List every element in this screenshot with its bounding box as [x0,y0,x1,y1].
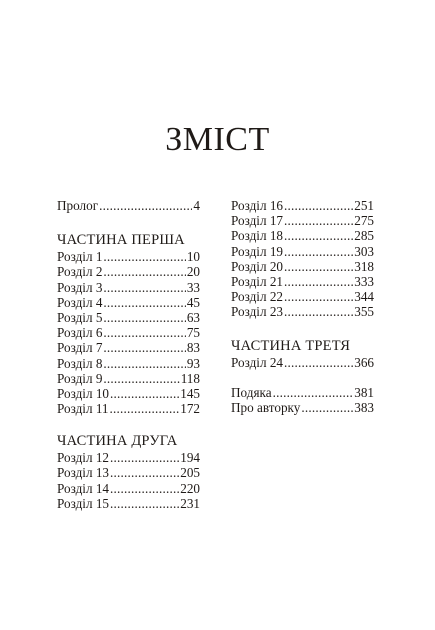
toc-entry-label: Розділ 21 [231,273,284,289]
toc-entry [57,310,200,325]
dot-leader [99,198,192,213]
toc-entry-page: 63 [186,309,200,325]
dot-leader [103,295,185,310]
toc-entry-label: Розділ 4 [57,294,103,310]
dot-leader [110,450,179,465]
toc-entry-page: 303 [354,243,374,259]
toc-entry [57,401,200,416]
toc-entry-label: Розділ 10 [57,385,110,401]
toc-left-column [57,198,200,511]
toc-entry-label: Розділ 15 [57,495,110,511]
toc-entry [57,386,200,401]
part1-entries [57,249,200,416]
toc-entry-page: 344 [354,289,374,305]
dot-leader [103,371,179,386]
toc-entry-label: Розділ 14 [57,480,110,496]
toc-entry-label: Розділ 12 [57,450,110,466]
dot-leader [103,325,185,340]
toc-entry-page: 318 [354,258,374,274]
dot-leader [284,228,353,243]
toc-entry [57,450,200,465]
toc-entry-label: Розділ 13 [57,465,110,481]
dot-leader [284,274,353,289]
toc-entry-label: Розділ 6 [57,325,103,341]
toc-entry [231,259,374,274]
dot-leader [103,264,185,279]
toc-entry [57,249,200,264]
toc-entry-page: 205 [180,465,200,481]
toc-entry-prologue [57,198,200,213]
part-heading-3: ЧАСТИНА ТРЕТЯ [231,337,351,354]
toc-entry [57,465,200,480]
dot-leader [110,496,179,511]
toc-entry [57,295,200,310]
toc-entry-page: 4 [193,198,200,213]
toc-entry [231,274,374,289]
toc-entry-label: Розділ 1 [57,249,103,265]
toc-entry-page: 10 [186,249,200,265]
part2-entries [57,450,200,511]
toc-entry-label: Розділ 16 [231,198,284,213]
toc-entry-page: 355 [354,304,374,320]
dot-leader [103,310,185,325]
dot-leader [103,340,185,355]
toc-entry-page: 251 [354,198,374,213]
dot-leader [284,213,353,228]
part-heading-2: ЧАСТИНА ДРУГА [57,433,178,450]
toc-entry [57,356,200,371]
dot-leader [284,244,353,259]
part2-continued-entries [231,198,374,320]
toc-entry-label: Розділ 19 [231,243,284,259]
toc-entry [231,213,374,228]
toc-entry-label: Розділ 9 [57,370,103,386]
toc-entry-label: Розділ 7 [57,340,103,356]
toc-entry-page: 145 [180,385,200,401]
dot-leader [301,400,353,415]
toc-entry-page: 33 [186,279,200,295]
toc-entry-page: 75 [186,325,200,341]
toc-entry-page: 220 [180,480,200,496]
dot-leader [284,355,353,370]
toc-entry [57,264,200,279]
toc-right-column [231,198,374,415]
part3-entries [231,355,374,370]
toc-entry [231,355,374,370]
toc-entry [231,228,374,243]
toc-entry-page: 172 [180,401,200,417]
toc-entry-label: Розділ 20 [231,258,284,274]
toc-entry-label: Розділ 18 [231,228,284,244]
toc-entry [57,481,200,496]
toc-entry [231,289,374,304]
toc-entry [231,244,374,259]
dot-leader [273,385,354,400]
toc-entry [231,304,374,319]
back-matter-entries [231,385,374,415]
page-title: ЗМІСТ [165,121,270,158]
toc-entry-page: 93 [186,355,200,371]
toc-entry-label: Розділ 24 [231,354,284,370]
toc-entry-label: Подяка [231,384,272,400]
toc-entry-page: 285 [354,228,374,244]
dot-leader [284,289,353,304]
toc-entry-page: 83 [186,340,200,356]
toc-entry-page: 333 [354,273,374,289]
toc-entry-label: Розділ 5 [57,309,103,325]
toc-entry-label: Розділ 22 [231,289,284,305]
toc-entry-page: 275 [354,213,374,229]
dot-leader [103,249,185,264]
dot-leader [110,401,180,416]
toc-entry [57,340,200,355]
toc-entry-page: 45 [186,294,200,310]
toc-entry-label: Розділ 3 [57,279,103,295]
toc-entry [57,496,200,511]
dot-leader [284,198,353,213]
toc-entry-label: Розділ 17 [231,213,284,229]
dot-leader [103,280,185,295]
toc-entry-label: Розділ 23 [231,304,284,320]
toc-entry-page: 231 [180,495,200,511]
toc-entry-acknowledgements [231,385,374,400]
toc-entry-about-author [231,400,374,415]
toc-entry-label: Про авторку [231,399,301,415]
part-heading-1: ЧАСТИНА ПЕРША [57,232,185,249]
toc-entry [57,325,200,340]
toc-entry-label: Пролог [57,198,99,213]
dot-leader [110,481,179,496]
toc-entry-label: Розділ 2 [57,264,103,280]
toc-entry [231,198,374,213]
toc-entry-label: Розділ 11 [57,401,109,417]
dot-leader [284,304,353,319]
toc-entry-page: 118 [180,370,200,386]
toc-entry-page: 381 [354,384,374,400]
toc-entry-page: 383 [354,399,374,415]
toc-entry-page: 194 [180,450,200,466]
dot-leader [110,386,179,401]
toc-entry [57,371,200,386]
section-gap [231,370,374,385]
toc-entry-page: 20 [186,264,200,280]
toc-entry-label: Розділ 8 [57,355,103,371]
toc-entry-page: 366 [354,354,374,370]
dot-leader [284,259,353,274]
toc-entry [57,280,200,295]
dot-leader [103,356,185,371]
dot-leader [110,465,179,480]
